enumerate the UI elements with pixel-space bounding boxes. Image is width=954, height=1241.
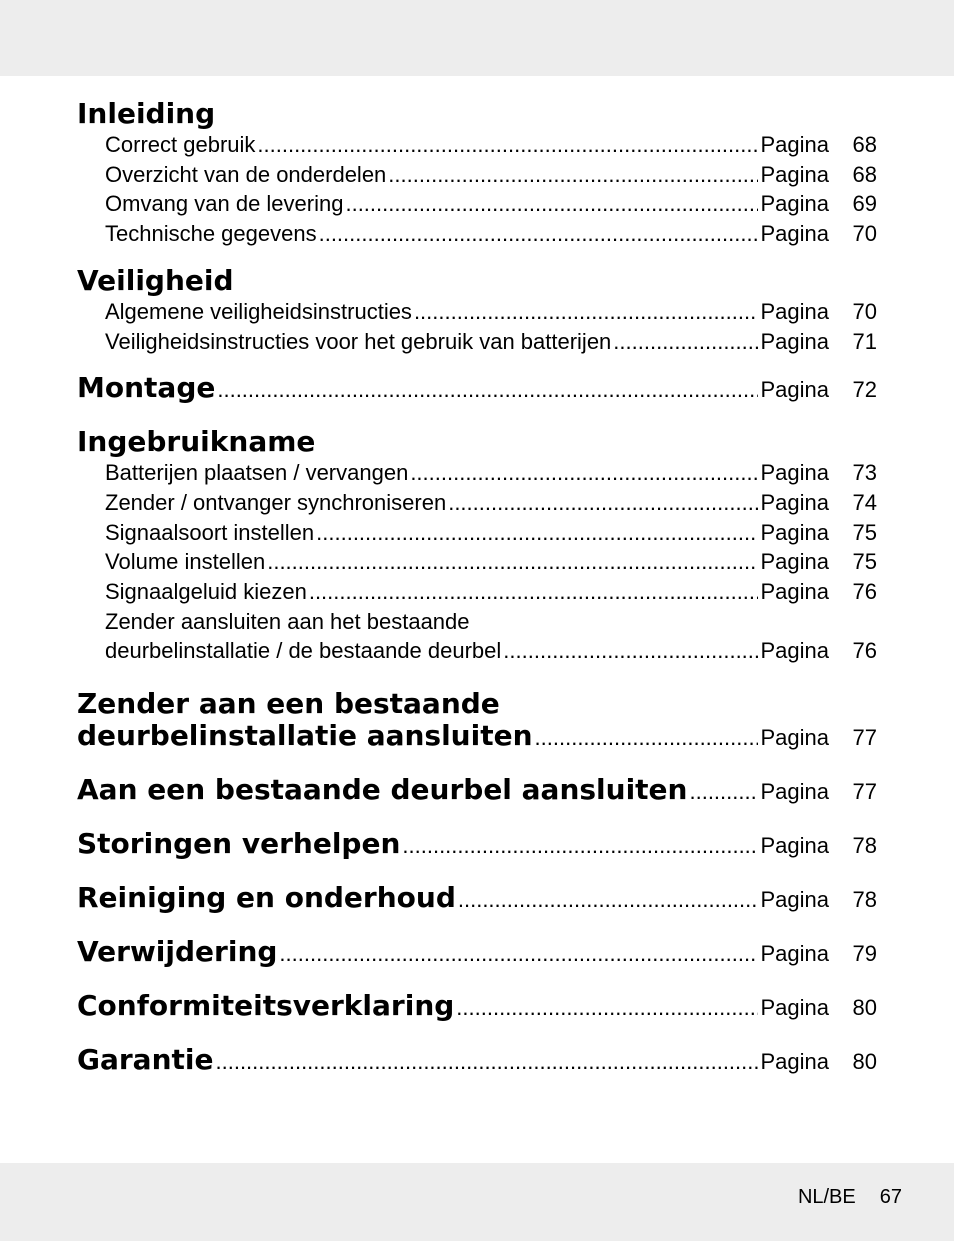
leader-dots xyxy=(414,297,759,327)
page-label: Pagina xyxy=(760,1049,829,1075)
toc-section-inleiding xyxy=(77,98,877,249)
toc-entry[interactable] xyxy=(105,189,877,219)
page-number-footer: 67 xyxy=(879,1186,902,1208)
entry-label: Algemene veiligheidsinstructies xyxy=(105,298,412,324)
toc-entry[interactable] xyxy=(77,774,877,806)
page-label: Pagina xyxy=(760,377,829,403)
toc-section-montage xyxy=(77,372,877,404)
leader-dots xyxy=(402,833,758,859)
page-label: Pagina xyxy=(760,833,829,859)
toc-entry[interactable] xyxy=(105,160,877,190)
page-footer xyxy=(798,1186,902,1209)
page-number: 68 xyxy=(852,132,877,157)
page-label: Pagina xyxy=(760,887,829,913)
page-label: Pagina xyxy=(760,638,829,664)
leader-dots xyxy=(388,160,758,190)
section-title-line1: Zender aan een bestaande xyxy=(77,687,500,721)
entry-label: deurbelinstallatie / de bestaande deurbel xyxy=(105,638,502,664)
toc-entry[interactable] xyxy=(77,882,877,914)
page-label: Pagina xyxy=(760,161,829,187)
toc-entry[interactable] xyxy=(105,327,877,357)
page-number: 73 xyxy=(852,460,877,486)
toc-entry[interactable] xyxy=(105,518,877,548)
entry-label: Veiligheidsinstructies voor het gebruik van batterijen xyxy=(105,328,612,354)
toc-entry[interactable] xyxy=(105,636,877,666)
section-title: Veiligheid xyxy=(77,263,234,297)
section-title: Aan een bestaande deurbel aansluiten xyxy=(77,773,688,807)
leader-dots xyxy=(535,725,759,751)
page-label: Pagina xyxy=(760,221,829,247)
toc-section-ingebruikname xyxy=(77,426,877,666)
toc-entry[interactable] xyxy=(105,458,877,488)
section-title: Montage xyxy=(77,371,216,405)
leader-dots xyxy=(456,995,758,1021)
leader-dots xyxy=(217,377,758,403)
entry-label: Zender / ontvanger synchroniseren xyxy=(105,489,447,515)
toc-section-verwijdering xyxy=(77,936,877,968)
page-number: 77 xyxy=(852,779,877,805)
entry-label: Volume instellen xyxy=(105,549,266,575)
leader-dots xyxy=(216,1049,759,1075)
page-number: 76 xyxy=(852,579,877,605)
leader-dots xyxy=(309,577,759,607)
page-number: 68 xyxy=(852,161,877,187)
page-label: Pagina xyxy=(760,191,829,217)
header-band xyxy=(0,0,954,76)
section-title: Conformiteitsverklaring xyxy=(77,989,455,1023)
toc-entry[interactable] xyxy=(77,990,877,1022)
toc-section-storingen xyxy=(77,828,877,860)
leader-dots xyxy=(319,219,759,249)
toc-section-deurbel-aansluiten xyxy=(77,774,877,806)
page-number: 70 xyxy=(852,298,877,324)
page-number: 75 xyxy=(852,549,877,575)
toc-entry[interactable] xyxy=(77,372,877,404)
leader-dots xyxy=(345,189,758,219)
toc-section-zender-aansluiten xyxy=(77,688,877,752)
leader-dots xyxy=(410,458,758,488)
table-of-contents xyxy=(77,98,877,1092)
toc-entry[interactable] xyxy=(105,577,877,607)
page-number: 69 xyxy=(852,191,877,217)
page-label: Pagina xyxy=(760,579,829,605)
page-number: 72 xyxy=(852,377,877,403)
toc-entry[interactable] xyxy=(77,720,877,752)
page-label: Pagina xyxy=(760,460,829,486)
leader-dots xyxy=(458,887,759,913)
page-label: Pagina xyxy=(760,328,829,354)
language-code: NL/BE xyxy=(797,1186,856,1208)
toc-entry[interactable] xyxy=(105,130,877,160)
toc-entry[interactable] xyxy=(77,936,877,968)
page-number: 74 xyxy=(852,489,877,515)
leader-dots xyxy=(503,636,758,666)
entry-label: Correct gebruik xyxy=(105,132,256,157)
leader-dots xyxy=(613,327,758,357)
entry-label-line1: Zender aansluiten aan het bestaande xyxy=(105,608,470,634)
page-label: Pagina xyxy=(760,298,829,324)
toc-section-reiniging xyxy=(77,882,877,914)
section-title: Reiniging en onderhoud xyxy=(77,881,456,915)
entry-label: Technische gegevens xyxy=(105,221,317,247)
entry-label: Overzicht van de onderdelen xyxy=(105,161,387,187)
page-label: Pagina xyxy=(760,549,829,575)
toc-section-veiligheid xyxy=(77,265,877,356)
section-title: deurbelinstallatie aansluiten xyxy=(77,719,533,753)
leader-dots xyxy=(448,488,758,518)
page-label: Pagina xyxy=(760,941,829,967)
page-label: Pagina xyxy=(760,519,829,545)
page-number: 79 xyxy=(852,941,877,967)
toc-entry[interactable] xyxy=(77,1044,877,1076)
page-number: 78 xyxy=(852,833,877,859)
page-label: Pagina xyxy=(760,132,829,157)
page-label: Pagina xyxy=(760,725,829,751)
leader-dots xyxy=(279,941,758,967)
page-number: 78 xyxy=(852,887,877,913)
page-number: 70 xyxy=(852,221,877,247)
page-number: 71 xyxy=(852,328,877,354)
section-title: Verwijdering xyxy=(77,935,278,969)
toc-entry[interactable] xyxy=(105,488,877,518)
toc-section-conformiteit xyxy=(77,990,877,1022)
toc-entry[interactable] xyxy=(105,297,877,327)
section-title: Storingen verhelpen xyxy=(77,827,401,861)
toc-entry[interactable] xyxy=(105,547,877,577)
toc-section-garantie xyxy=(77,1044,877,1076)
leader-dots xyxy=(689,779,758,805)
leader-dots xyxy=(316,518,758,548)
page-number: 80 xyxy=(852,995,877,1021)
entry-label: Signaalgeluid kiezen xyxy=(105,579,307,605)
section-title: Garantie xyxy=(77,1043,214,1077)
section-title: Inleiding xyxy=(77,97,216,130)
page-label: Pagina xyxy=(760,779,829,805)
entry-label: Signaalsoort instellen xyxy=(105,519,315,545)
entry-label: Omvang van de levering xyxy=(105,191,344,217)
page-number: 76 xyxy=(852,638,877,664)
page-label: Pagina xyxy=(760,489,829,515)
page-number: 80 xyxy=(852,1049,877,1075)
toc-entry[interactable] xyxy=(77,828,877,860)
leader-dots xyxy=(267,547,758,577)
leader-dots xyxy=(257,130,758,160)
page-label: Pagina xyxy=(760,995,829,1021)
section-title: Ingebruikname xyxy=(77,425,316,459)
entry-label: Batterijen plaatsen / vervangen xyxy=(105,460,409,486)
toc-entry[interactable] xyxy=(105,219,877,249)
page-number: 77 xyxy=(852,725,877,751)
page-number: 75 xyxy=(852,519,877,545)
